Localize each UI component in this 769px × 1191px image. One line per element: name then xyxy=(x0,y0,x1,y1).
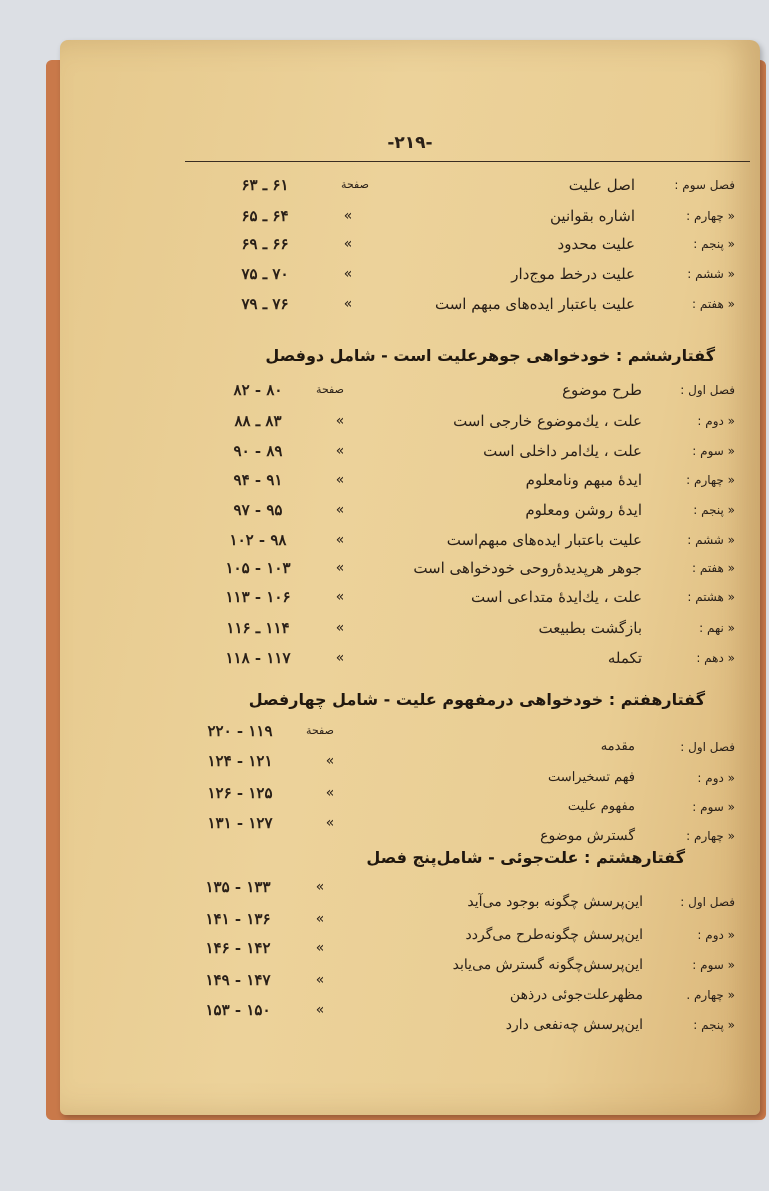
ditto-mark: « xyxy=(325,785,335,801)
entry-title: فهم تسخیراست xyxy=(548,770,635,785)
ditto-mark: « xyxy=(335,502,345,518)
ditto-mark: « xyxy=(335,532,345,548)
entry-title: علت ، یك‌ایدهٔ متداعی است xyxy=(471,588,642,606)
entry-pages: ۱۴۲ - ۱۴۶ xyxy=(205,939,271,957)
ditto-mark: « xyxy=(315,972,325,988)
page-number: -۲۱۹- xyxy=(387,133,433,153)
entry-label: « دهم : xyxy=(696,651,735,665)
ditto-mark: « xyxy=(325,753,335,769)
entry-label: « چهارم : xyxy=(686,829,735,843)
toc-row xyxy=(60,201,760,231)
entry-pages: ۹۵ - ۹۷ xyxy=(233,501,283,519)
ditto-mark: « xyxy=(335,443,345,459)
entry-pages: ۱۲۱ - ۱۲۴ xyxy=(207,752,273,770)
entry-title: علیت محدود xyxy=(557,235,635,253)
ditto-mark: « xyxy=(315,911,325,927)
entry-pages: ۸۳ ـ ۸۸ xyxy=(234,412,282,430)
page-column-header: صفحة xyxy=(316,383,344,396)
toc-row xyxy=(60,821,760,851)
entry-label: فصل سوم : xyxy=(674,178,735,192)
toc-row xyxy=(60,170,760,200)
entry-pages: ۱۱۴ ـ ۱۱۶ xyxy=(226,619,290,637)
entry-title: جوهر هرپدیدهٔ‌روحی خودخواهی است xyxy=(413,559,642,577)
toc-row xyxy=(60,643,760,673)
entry-label: فصل اول : xyxy=(680,383,735,397)
entry-pages: ۱۳۳ - ۱۳۵ xyxy=(205,878,271,896)
toc-row xyxy=(60,525,760,555)
entry-pages: ۱۲۷ - ۱۳۱ xyxy=(207,814,273,832)
entry-title: این‌پرسش چگونه بوجود می‌آید xyxy=(467,894,643,910)
entry-pages: ۸۹ - ۹۰ xyxy=(233,442,283,460)
toc-row xyxy=(60,465,760,495)
entry-label: « چهارم . xyxy=(686,988,735,1002)
entry-title: علت ، یك‌امر داخلی است xyxy=(483,442,642,460)
entry-title: مقدمه xyxy=(600,739,635,754)
entry-title: تکمله xyxy=(607,649,642,667)
ditto-mark: « xyxy=(335,560,345,576)
entry-title: مفهوم علیت xyxy=(567,799,635,814)
chapter-heading: گفتارششم : خودخواهی جوهرعلیت است - شامل دوفصل xyxy=(265,346,715,365)
ditto-mark: « xyxy=(315,940,325,956)
entry-pages: ۹۱ - ۹۴ xyxy=(233,471,283,489)
entry-pages: ۶۱ ـ ۶۳ xyxy=(241,176,289,194)
entry-pages: ۶۴ ـ ۶۵ xyxy=(241,207,289,225)
entry-pages: ۷۰ ـ ۷۵ xyxy=(241,265,289,283)
entry-label: « دوم : xyxy=(697,928,735,942)
ditto-mark: « xyxy=(343,296,353,312)
entry-title: این‌پرسش چه‌نفعی دارد xyxy=(505,1017,643,1033)
book-page xyxy=(60,40,760,1115)
entry-title: علیت درخط موج‌دار xyxy=(511,265,635,283)
entry-label: « دوم : xyxy=(697,414,735,428)
entry-pages: ۱۵۰ - ۱۵۳ xyxy=(205,1001,271,1019)
entry-label: « نهم : xyxy=(699,621,735,635)
toc-row xyxy=(60,1010,760,1040)
entry-title: اصل علیت xyxy=(568,176,635,194)
entry-label: « پنجم : xyxy=(693,503,735,517)
entry-pages: ۷۶ ـ ۷۹ xyxy=(241,295,289,313)
entry-title: این‌پرسش‌چگونه گسترش می‌یابد xyxy=(452,957,643,973)
entry-pages: ۹۸ - ۱۰۲ xyxy=(229,531,287,549)
entry-title: ایدهٔ روشن ومعلوم xyxy=(525,501,642,519)
entry-label: « چهارم : xyxy=(686,473,735,487)
ditto-mark: « xyxy=(335,589,345,605)
entry-title: ایدهٔ مبهم ونامعلوم xyxy=(525,471,642,489)
toc-row xyxy=(60,289,760,319)
ditto-mark: « xyxy=(335,413,345,429)
entry-title: گسترش موضوع xyxy=(540,828,635,844)
toc-row xyxy=(60,259,760,289)
entry-label: « ششم : xyxy=(687,267,735,281)
entry-pages: ۱۲۵ - ۱۲۶ xyxy=(207,784,273,802)
toc-row xyxy=(60,553,760,583)
ditto-mark: « xyxy=(343,236,353,252)
chapter-heading: گفتارهفتم : خودخواهی درمفهوم علیت - شامل چهارفصل xyxy=(248,690,705,709)
entry-label: « ششم : xyxy=(687,533,735,547)
entry-label: « هفتم : xyxy=(691,561,735,575)
entry-label: فصل اول : xyxy=(680,895,735,909)
entry-label: « هفتم : xyxy=(691,297,735,311)
entry-title: طرح موضوع xyxy=(562,381,642,399)
entry-label: « پنجم : xyxy=(693,1018,735,1032)
entry-pages: ۱۰۳ - ۱۰۵ xyxy=(225,559,291,577)
entry-pages: ۶۶ ـ ۶۹ xyxy=(241,235,289,253)
entry-label: « سوم : xyxy=(692,958,735,972)
toc-row xyxy=(60,582,760,612)
toc-row xyxy=(60,436,760,466)
entry-label: « دوم : xyxy=(697,771,735,785)
toc-row xyxy=(60,229,760,259)
entry-label: « سوم : xyxy=(692,444,735,458)
page-column-header: صفحة xyxy=(341,178,369,191)
chapter-heading: گفتارهشتم : علت‌جوئی - شامل‌پنج فصل xyxy=(366,848,685,867)
entry-label: « هشتم : xyxy=(687,590,735,604)
entry-pages: ۱۰۶ - ۱۱۳ xyxy=(225,588,291,606)
entry-title: علت ، یك‌موضوع خارجی است xyxy=(453,412,642,430)
header-rule xyxy=(185,161,750,162)
entry-title: اشاره بقوانین xyxy=(550,207,635,225)
ditto-mark: « xyxy=(335,472,345,488)
entry-label: « سوم : xyxy=(692,800,735,814)
entry-title: علیت باعتبار ایده‌های مبهم‌است xyxy=(446,531,642,549)
entry-pages: ۸۰ - ۸۲ xyxy=(233,381,283,399)
entry-label: فصل اول : xyxy=(680,740,735,754)
toc-row xyxy=(60,495,760,525)
entry-label: « چهارم : xyxy=(686,209,735,223)
ditto-mark: « xyxy=(343,208,353,224)
ditto-mark: « xyxy=(315,1002,325,1018)
entry-pages: ۱۳۶ - ۱۴۱ xyxy=(205,910,271,928)
toc-row xyxy=(60,613,760,643)
ditto-mark: « xyxy=(343,266,353,282)
ditto-mark: « xyxy=(335,650,345,666)
entry-label: « پنجم : xyxy=(693,237,735,251)
page-column-header: صفحة xyxy=(306,724,334,737)
entry-title: علیت باعتبار ایده‌های مبهم است xyxy=(434,295,635,313)
toc-row xyxy=(60,375,760,405)
entry-pages: ۱۱۹ - ۲۲۰ xyxy=(207,722,273,740)
toc-row xyxy=(60,406,760,436)
ditto-mark: « xyxy=(335,620,345,636)
entry-title: این‌پرسش چگونه‌طرح می‌گردد xyxy=(465,927,643,943)
entry-pages: ۱۴۷ - ۱۴۹ xyxy=(205,971,271,989)
entry-pages: ۱۱۷ - ۱۱۸ xyxy=(225,649,291,667)
entry-title: بازگشت بطبیعت xyxy=(538,619,642,637)
entry-title: مظهرعلت‌جوئی درذهن xyxy=(509,987,643,1003)
ditto-mark: « xyxy=(325,815,335,831)
ditto-mark: « xyxy=(315,879,325,895)
